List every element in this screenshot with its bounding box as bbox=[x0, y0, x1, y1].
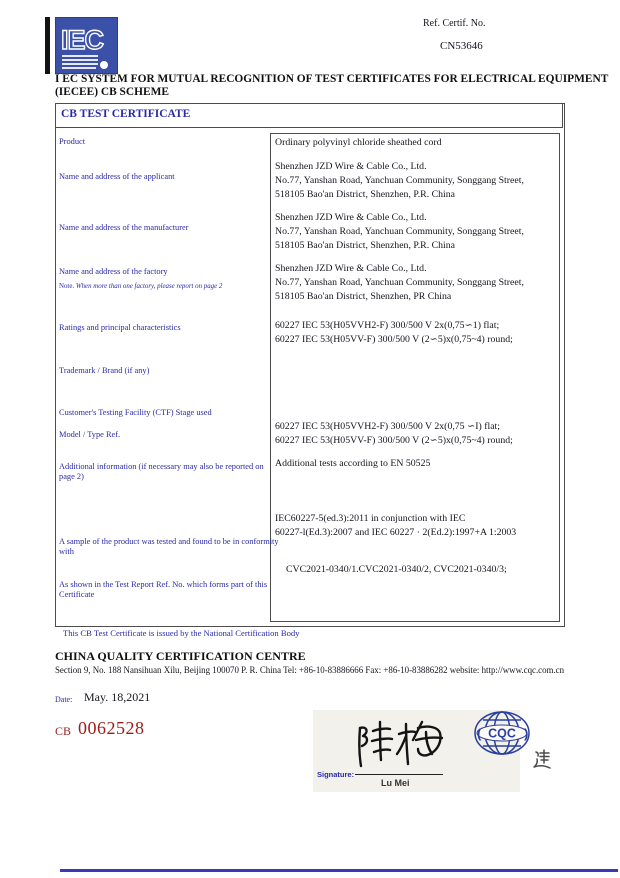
cqc-stamp-icon bbox=[471, 710, 535, 756]
date-value: May. 18,2021 bbox=[84, 690, 151, 704]
iec-logo bbox=[45, 17, 118, 74]
row-product-label: Product bbox=[59, 137, 86, 146]
factory-line3: 518105 Bao'an District, Shenzhen, PR China bbox=[275, 291, 452, 302]
svg-text:): ) bbox=[524, 726, 529, 741]
handwritten-signature-icon bbox=[350, 712, 450, 772]
row-conformity-label: A sample of the product was tested and found to be in conformity with bbox=[59, 537, 279, 556]
ratings-line2: 60227 IEC 53(H05VV-F) 300/500 V (2∽5)x(0,75~4) round; bbox=[275, 334, 513, 345]
signature-label: Signature: bbox=[317, 770, 355, 779]
applicant-line3: 518105 Bao'an District, Shenzhen, P.R. China bbox=[275, 189, 455, 200]
row-applicant-label: Name and address of the applicant bbox=[59, 172, 175, 181]
date-label: Date: bbox=[55, 695, 73, 704]
factory-line1: Shenzhen JZD Wire & Cable Co., Ltd. bbox=[275, 263, 427, 274]
row-model-label: Model / Type Ref. bbox=[59, 430, 121, 439]
test-report-value: CVC2021-0340/1.CVC2021-0340/2, CVC2021-0340/3; bbox=[286, 564, 507, 575]
certification-body-name: CHINA QUALITY CERTIFICATION CENTRE bbox=[55, 649, 306, 663]
row-trademark-label: Trademark / Brand (if any) bbox=[59, 366, 150, 375]
ref-certif-no-label: Ref. Certif. No. bbox=[423, 18, 486, 29]
additional-info-value: Additional tests according to EN 50525 bbox=[275, 458, 431, 469]
ref-certif-no-value: CN53646 bbox=[440, 40, 483, 52]
iec-logo-text: IEC bbox=[61, 25, 104, 55]
conformity-line2: 60227-l(Ed.3):2007 and IEC 60227 · 2(Ed.2):1997+A 1:2003 bbox=[275, 527, 517, 538]
row-ctf-label: Customer's Testing Facility (CTF) Stage used bbox=[59, 408, 212, 417]
signatory-name: Lu Mei bbox=[381, 778, 410, 788]
cqc-stamp-text: CQC bbox=[488, 726, 516, 741]
issued-by-line: This CB Test Certificate is issued by the National Certification Body bbox=[63, 628, 300, 638]
model-line1: 60227 IEC 53(H05VVH2-F) 300/500 V 2x(0,75 ∽I) flat; bbox=[275, 421, 500, 432]
manufacturer-line2: No.77, Yanshan Road, Yanchuan Community, Songgang Street, bbox=[275, 226, 524, 237]
certification-body-address: Section 9, No. 188 Nansihuan Xilu, Beijing 100070 P. R. China Tel: +86-10-83886666 Fax: +86-10-83886282 website: http://www.cqc.com.cn bbox=[55, 665, 565, 675]
model-line2: 60227 IEC 53(H05VV-F) 300/500 V (2∽5)x(0,75~4) round; bbox=[275, 435, 513, 446]
iec-logo-icon bbox=[56, 18, 117, 73]
signature-line bbox=[355, 774, 443, 775]
iec-logo-bar bbox=[45, 17, 50, 74]
jian-character-icon bbox=[532, 748, 552, 770]
product-value: Ordinary polyvinyl chloride sheathed cord bbox=[275, 137, 442, 148]
scheme-title-line1: I EC SYSTEM FOR MUTUAL RECOGNITION OF TEST CERTIFICATES FOR ELECTRICAL EQUIPMENT bbox=[55, 73, 609, 85]
applicant-line2: No.77, Yanshan Road, Yanchuan Community, Songgang Street, bbox=[275, 175, 524, 186]
certificate-value-frame bbox=[270, 133, 560, 622]
iec-logo-box bbox=[55, 17, 118, 74]
row-factory-note bbox=[59, 283, 222, 290]
certificate-title: CB TEST CERTIFICATE bbox=[61, 108, 191, 120]
manufacturer-line1: Shenzhen JZD Wire & Cable Co., Ltd. bbox=[275, 212, 427, 223]
row-ratings-label: Ratings and principal characteristics bbox=[59, 323, 181, 332]
conformity-line1: IEC60227-5(ed.3):2011 in conjunction with IEC bbox=[275, 513, 466, 524]
manufacturer-line3: 518105 Bao'an District, Shenzhen, P.R. China bbox=[275, 240, 455, 251]
factory-note-prefix: Note. bbox=[59, 283, 75, 290]
page-bottom-rule bbox=[60, 869, 618, 872]
cb-number: 0062528 bbox=[78, 718, 145, 738]
row-factory-label: Name and address of the factory bbox=[59, 267, 168, 276]
scheme-title-line2: (IECEE) CB SCHEME bbox=[55, 86, 169, 98]
svg-text:(: ( bbox=[477, 726, 482, 741]
applicant-line1: Shenzhen JZD Wire & Cable Co., Ltd. bbox=[275, 161, 427, 172]
ratings-line1: 60227 IEC 53(H05VVH2-F) 300/500 V 2x(0,75∽1) flat; bbox=[275, 320, 500, 331]
row-test-report-label: As shown in the Test Report Ref. No. which forms part of this Certificate bbox=[59, 580, 268, 599]
factory-note-text: When more than one factory, please report on page 2 bbox=[75, 283, 223, 290]
factory-line2: No.77, Yanshan Road, Yanchuan Community, Songgang Street, bbox=[275, 277, 524, 288]
cb-prefix: CB bbox=[55, 724, 72, 738]
row-additional-info-label: Additional information (if necessary may also be reported on page 2) bbox=[59, 462, 264, 481]
row-manufacturer-label: Name and address of the manufacturer bbox=[59, 223, 189, 232]
